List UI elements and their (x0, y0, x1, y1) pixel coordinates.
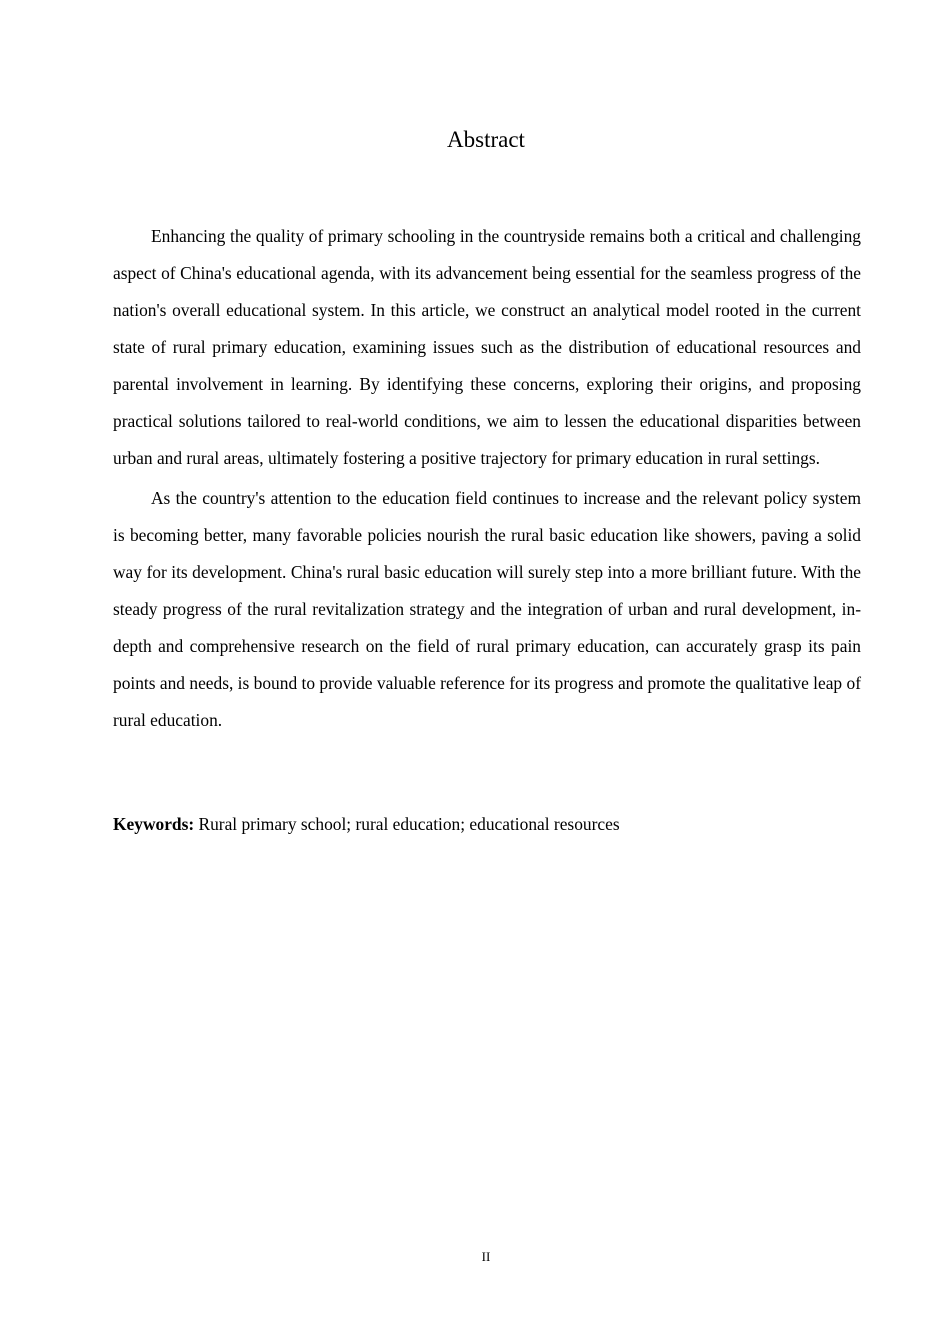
abstract-paragraph-1: Enhancing the quality of primary schooling in the countryside remains both a critical and challenging aspect of China's educational agenda, with its advancement being essential for the seamless progress of the nation's overall educational system. In this article, we construct an analytical model rooted in the current state of rural primary education, examining issues such as the distribution of educational resources and parental involvement in learning. By identifying these concerns, exploring their origins, and proposing practical solutions tailored to real-world conditions, we aim to lessen the educational disparities between urban and rural areas, ultimately fostering a positive trajectory for primary education in rural settings. (113, 226, 861, 468)
keywords-text: Rural primary school; rural education; educational resources (194, 814, 620, 834)
abstract-paragraph-2: As the country's attention to the education field continues to increase and the relevant policy system is becoming better, many favorable policies nourish the rural basic education like showers, paving a solid way for its development. China's rural basic education will surely step into a more brilliant future. With the steady progress of the rural revitalization strategy and the integration of urban and rural development, in-depth and comprehensive research on the field of rural primary education, can accurately grasp its pain points and needs, is bound to provide valuable reference for its progress and promote the qualitative leap of rural education. (113, 488, 861, 730)
keywords-line (113, 808, 861, 840)
abstract-body (113, 218, 861, 742)
page-number: II (481, 1249, 491, 1264)
page-title: Abstract (447, 127, 525, 152)
keywords-label: Keywords: (113, 814, 195, 834)
